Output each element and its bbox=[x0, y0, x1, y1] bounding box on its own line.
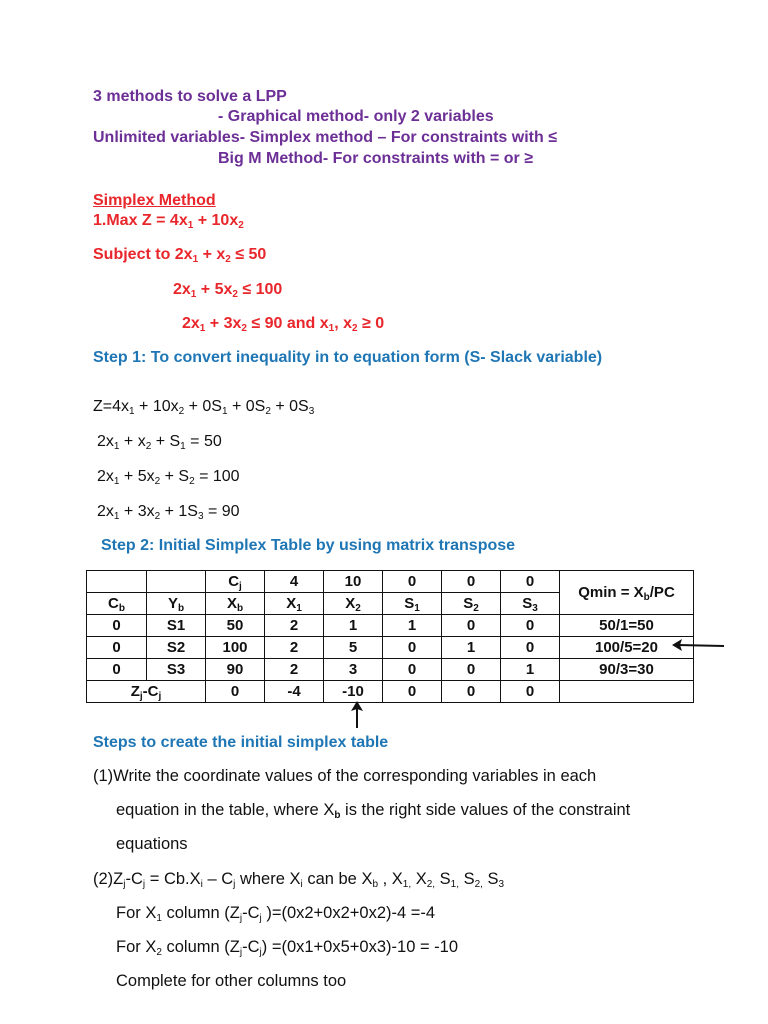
objective-function: 1.Max $Z = 4x_1 + 10x_2$ bbox=[93, 212, 244, 231]
step-1-line-1: (1)Write the coordinate values of the corresponding variables in each bbox=[93, 767, 597, 785]
table-cell: 0 bbox=[87, 615, 147, 637]
pivot-row-arrow-icon bbox=[670, 634, 726, 656]
table-row-cj bbox=[87, 571, 694, 593]
header-x1: $X_1$ bbox=[265, 593, 324, 615]
cj-value: 0 bbox=[442, 571, 501, 593]
table-cell bbox=[147, 571, 206, 593]
constraint-2: $2x_1 + 5x_2 \le 100$ bbox=[173, 281, 283, 300]
table-cell: 2 bbox=[265, 659, 324, 681]
table-cell: 100 bbox=[206, 637, 265, 659]
zj-cj-label: $Z_j-C_j$ bbox=[87, 681, 206, 703]
step1-heading: Step 1: To convert inequality in to equation form (S- Slack variable) bbox=[93, 349, 603, 366]
table-cell: 0 bbox=[501, 681, 560, 703]
equation-2: $2x_1 + 5x_2 + S_2 = 100$ bbox=[97, 468, 240, 487]
initial-simplex-table bbox=[86, 570, 694, 703]
step-1-line-2: equation in the table, where $X_b$ is the right side values of the constraint bbox=[116, 801, 631, 821]
header-cb: $C_b$ bbox=[87, 593, 147, 615]
table-cell bbox=[560, 681, 694, 703]
cj-value: 0 bbox=[501, 571, 560, 593]
table-cell: 5 bbox=[324, 637, 383, 659]
table-cell: 90 bbox=[206, 659, 265, 681]
intro-line-4: Big M Method- For constraints with = or ≥ bbox=[218, 150, 533, 167]
complete-note: Complete for other columns too bbox=[116, 972, 347, 990]
step-1-line-3: equations bbox=[116, 835, 188, 853]
table-row bbox=[87, 659, 694, 681]
zj-cj-row bbox=[87, 681, 694, 703]
table-cell: S1 bbox=[147, 615, 206, 637]
simplex-heading: Simplex Method bbox=[93, 192, 216, 209]
intro-line-3: Unlimited variables- Simplex method – For constraints with ≤ bbox=[93, 129, 557, 146]
table-cell: 0 bbox=[87, 659, 147, 681]
header-xb: $X_b$ bbox=[206, 593, 265, 615]
table-cell: 0 bbox=[442, 615, 501, 637]
table-cell: 0 bbox=[501, 637, 560, 659]
equation-3: $2x_1 + 3x_2 + 1S_3 = 90$ bbox=[97, 503, 240, 522]
table-cell: 50/1=50 bbox=[560, 615, 694, 637]
step-2-formula: $(2)Z_j-C_j = Cb.X_i - C_j$ where $X_i$ can be $X_b$ , $X_{1,}$ $X_{2,}$ $S_{1,}$ $S_{2,}$ $S_3$ bbox=[93, 870, 505, 890]
intro-line-1: 3 methods to solve a LPP bbox=[93, 88, 287, 105]
cj-value: 0 bbox=[383, 571, 442, 593]
table-cell: 1 bbox=[324, 615, 383, 637]
table-cell: 90/3=30 bbox=[560, 659, 694, 681]
table-cell: 0 bbox=[383, 681, 442, 703]
table-cell: S3 bbox=[147, 659, 206, 681]
table-cell: 1 bbox=[501, 659, 560, 681]
table-cell bbox=[87, 571, 147, 593]
table-cell: 1 bbox=[442, 637, 501, 659]
table-cell: 0 bbox=[383, 637, 442, 659]
table-cell: S2 bbox=[147, 637, 206, 659]
cj-value: 10 bbox=[324, 571, 383, 593]
steps-create-heading: Steps to create the initial simplex table bbox=[93, 734, 389, 751]
table-cell: 3 bbox=[324, 659, 383, 681]
table-cell: 50 bbox=[206, 615, 265, 637]
x1-column-calc: For $X_1$ column ($Z_j-C_j$ )=(0x2+0x2+0x2)-4 =-4 bbox=[116, 904, 436, 924]
table-cell: -4 bbox=[265, 681, 324, 703]
table-cell: 0 bbox=[206, 681, 265, 703]
header-s2: $S_2$ bbox=[442, 593, 501, 615]
table-cell: 0 bbox=[87, 637, 147, 659]
table-cell: 2 bbox=[265, 615, 324, 637]
equation-1: $2x_1 + x_2 + S_1 = 50$ bbox=[97, 433, 222, 452]
equation-z: $Z=4x_1 + 10x_2 + 0S_1 + 0S_2 + 0S_3$ bbox=[93, 398, 315, 417]
table-cell: 0 bbox=[383, 659, 442, 681]
table-cell: 0 bbox=[442, 681, 501, 703]
table-row bbox=[87, 637, 694, 659]
qmin-header: $Qmin = X_b/PC$ bbox=[560, 571, 694, 615]
header-yb: $Y_b$ bbox=[147, 593, 206, 615]
table-cell: -10 bbox=[324, 681, 383, 703]
table-cell: 2 bbox=[265, 637, 324, 659]
table-cell: 0 bbox=[442, 659, 501, 681]
cj-value: 4 bbox=[265, 571, 324, 593]
header-s1: $S_1$ bbox=[383, 593, 442, 615]
step2-heading: Step 2: Initial Simplex Table by using matrix transpose bbox=[101, 537, 516, 554]
header-x2: $X_2$ bbox=[324, 593, 383, 615]
table-row bbox=[87, 615, 694, 637]
constraint-3: $2x_1 + 3x_2 \le 90$ and $x_1$, $x_2 \ge 0$ bbox=[182, 315, 385, 334]
table-cell: 0 bbox=[501, 615, 560, 637]
constraint-1: Subject to $2x_1 + x_2 \le 50$ bbox=[93, 246, 267, 265]
cj-label: $C_j$ bbox=[206, 571, 265, 593]
table-cell: 100/5=20 bbox=[560, 637, 694, 659]
header-s3: $S_3$ bbox=[501, 593, 560, 615]
x2-column-calc: For $X_2$ column $(Z_j-C_j) =(0x1+0x5+0x3)-10 = -10$ bbox=[116, 938, 459, 958]
intro-line-2: - Graphical method- only 2 variables bbox=[218, 108, 494, 125]
pivot-column-arrow-icon bbox=[346, 700, 368, 730]
table-cell: 1 bbox=[383, 615, 442, 637]
